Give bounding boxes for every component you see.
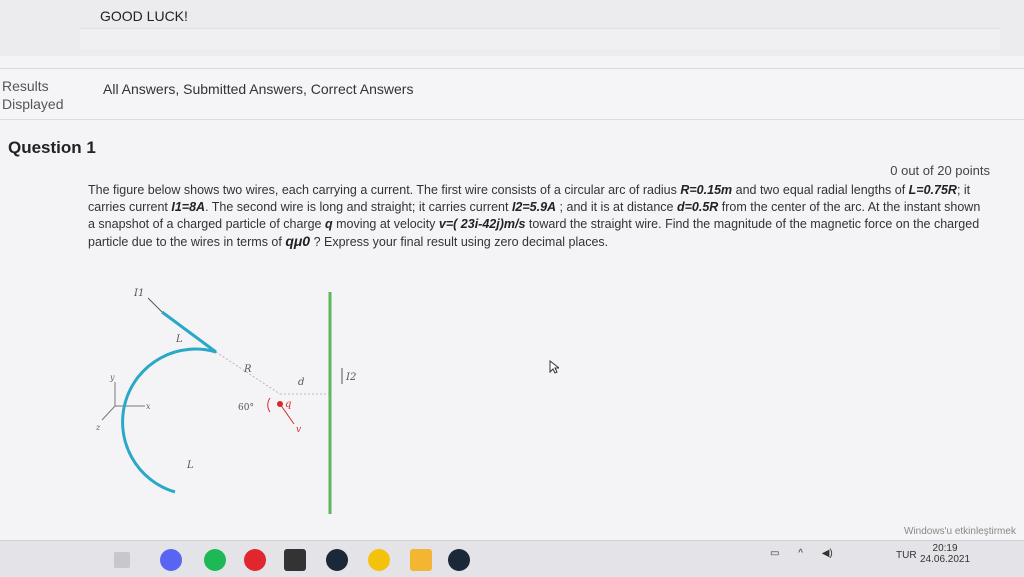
- qmu0-value: qμ0: [285, 233, 311, 249]
- results-displayed-label: [2, 77, 63, 113]
- q-value: q: [324, 217, 333, 231]
- axis-x-label: x: [146, 402, 151, 411]
- q-text-part: moving at velocity: [332, 217, 439, 231]
- battery-icon[interactable]: ▭: [770, 548, 780, 559]
- q-text-part: ; and it is at distance: [556, 200, 677, 214]
- system-tray: [770, 548, 833, 559]
- discord-icon[interactable]: [160, 549, 182, 571]
- l-top-label: L: [176, 334, 183, 345]
- i1-value: I1=8A: [171, 200, 206, 214]
- language-indicator[interactable]: TUR: [896, 550, 917, 561]
- i2-label: I2: [346, 372, 357, 383]
- q-text-part: from the center of the arc. At the instant shown a snapshot of a charged particle of charge: [88, 200, 981, 231]
- mouse-cursor-icon: [549, 360, 559, 374]
- axis-y-label: y: [110, 373, 115, 382]
- q-text-part: ? Express your final result using zero decimal places.: [310, 235, 609, 249]
- clock-date: 24.06.2021: [920, 554, 971, 565]
- r-label: R: [244, 364, 252, 375]
- angle-arc: [268, 398, 270, 412]
- results-row: [0, 68, 1024, 120]
- chevron-up-icon[interactable]: ^: [798, 548, 803, 559]
- steam-icon[interactable]: [326, 549, 348, 571]
- i1-arrow: [148, 298, 162, 312]
- question-text: [88, 182, 988, 251]
- file-explorer-icon[interactable]: [410, 549, 432, 571]
- arc-wire: [123, 312, 216, 492]
- q-text-part: ; it carries current: [88, 183, 971, 214]
- wire-figure: [90, 282, 390, 522]
- d-value: d=0.5R: [676, 200, 719, 214]
- top-strip-inner: [80, 28, 1000, 49]
- q-text-part: . The second wire is long and straight; it carries current: [205, 200, 512, 214]
- task-view-icon[interactable]: [114, 552, 130, 568]
- terminal-icon[interactable]: [284, 549, 306, 571]
- l-value: L=0.75R: [908, 183, 957, 197]
- angle-label: 60°: [238, 403, 254, 413]
- r-value: R=0.15m: [680, 183, 733, 197]
- q-label: q: [285, 399, 292, 410]
- opera-icon[interactable]: [244, 549, 266, 571]
- chrome-icon[interactable]: [368, 549, 390, 571]
- activation-watermark: [904, 526, 1016, 537]
- question-points: 0 out of 20 points: [890, 163, 990, 178]
- steam-icon-2[interactable]: [448, 549, 470, 571]
- i1-label: I1: [134, 288, 145, 299]
- l-bottom-label: L: [187, 460, 194, 471]
- i2-value: I2=5.9A: [511, 200, 557, 214]
- results-label-line1: Results: [2, 78, 49, 94]
- v-value: v=( 23i-42j)m/s: [438, 217, 526, 231]
- v-label: v: [296, 425, 302, 435]
- question-title: Question 1: [8, 138, 96, 157]
- q-text-part: The figure below shows two wires, each carrying a current. The first wire consists of a circular arc of radius: [88, 183, 681, 197]
- q-text-part: toward the straight wire. Find the magnitude of the magnetic force on the charged particle due to the wires in terms of: [88, 217, 980, 249]
- volume-icon[interactable]: ◀): [821, 548, 833, 559]
- clock-time: 20:19: [932, 543, 958, 554]
- d-label: d: [298, 377, 305, 388]
- spotify-icon[interactable]: [204, 549, 226, 571]
- good-luck-text: GOOD LUCK!: [100, 8, 188, 24]
- q-text-part: and two equal radial lengths of: [732, 183, 909, 197]
- axis-z-label: z: [96, 423, 101, 432]
- clock[interactable]: [920, 543, 970, 565]
- results-displayed-value: All Answers, Submitted Answers, Correct Answers: [103, 81, 414, 97]
- taskbar: [0, 540, 1024, 577]
- watermark-line1: Windows'u etkinleştirmek: [904, 526, 1016, 537]
- results-label-line2: Displayed: [2, 96, 64, 112]
